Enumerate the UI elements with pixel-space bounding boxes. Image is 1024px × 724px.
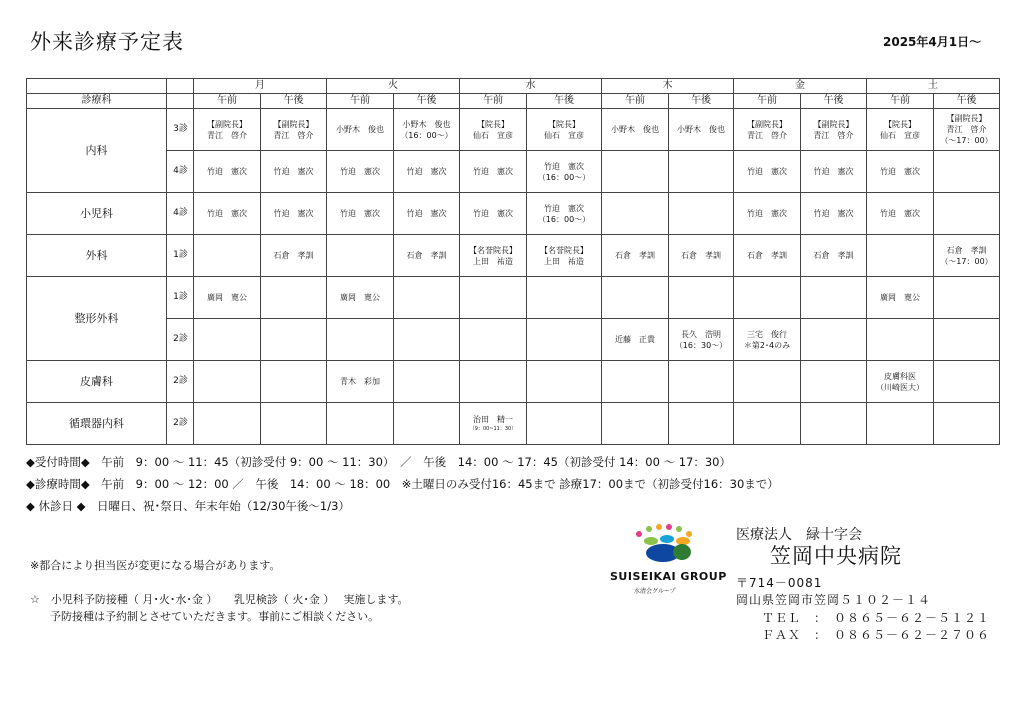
doctor-cell — [669, 235, 734, 277]
day-header-row — [27, 79, 1000, 94]
doctor-cell — [669, 151, 734, 193]
doctor-cell — [394, 403, 460, 445]
doctor-cell — [327, 277, 394, 319]
doctor-cell — [327, 361, 394, 403]
doctor-cell — [394, 109, 460, 151]
room-cell: 2診 — [167, 403, 194, 445]
logo-dot — [686, 531, 692, 537]
doctor-cell — [602, 109, 669, 151]
doctor-cell — [867, 193, 934, 235]
doctor-cell — [194, 235, 261, 277]
logo-dot — [666, 524, 672, 530]
doctor-line: 石倉 孝訓 — [273, 251, 314, 260]
doctor-cell — [194, 193, 261, 235]
logo-dot — [676, 537, 690, 545]
doctor-cell — [460, 235, 527, 277]
doctor-cell — [394, 319, 460, 361]
doctor-line: 【副院長】 — [813, 119, 854, 129]
doctor-line: 石倉 孝訓 — [406, 251, 447, 260]
doctor-cell — [867, 403, 934, 445]
doctor-line: 竹迫 憲次 — [813, 209, 854, 218]
schedule-row — [27, 361, 1000, 403]
doctor-cell — [527, 109, 602, 151]
room-cell: 4診 — [167, 193, 194, 235]
doctor-cell — [934, 151, 1000, 193]
doctor-line: 竹迫 憲次 — [747, 209, 787, 218]
doctor-line: 青江 啓介 — [946, 125, 987, 134]
doctor-cell — [934, 235, 1000, 277]
doctor-line: 竹迫 憲次 — [207, 167, 247, 176]
address: 岡山県笠岡市笠岡５１０２－１４ — [736, 593, 932, 607]
doctor-line: 上田 祐造 — [473, 256, 513, 266]
doctor-line: 仙石 宣彦 — [880, 130, 920, 140]
doctor-line: 竹迫 憲次 — [406, 209, 447, 218]
doctor-cell — [194, 151, 261, 193]
doctor-cell — [261, 235, 327, 277]
doctor-cell — [194, 403, 261, 445]
logo-dot — [673, 544, 691, 560]
doctor-line: 石倉 孝訓 — [681, 251, 721, 260]
doctor-line: （16：00～） — [537, 172, 591, 182]
doctor-line: 小野木 俊也 — [336, 125, 384, 134]
session-header-row — [27, 94, 1000, 109]
doctor-cell — [527, 361, 602, 403]
doctor-cell — [602, 151, 669, 193]
am-header: 午前 — [734, 94, 801, 109]
doctor-cell — [460, 151, 527, 193]
reception-hours: ◆受付時間◆ 午前 9：00 ～ 11：45（初診受付 9：00 ～ 11：30） ／ 午後 14：00 ～ 17：45（初診受付 14：00 ～ 17：30） — [26, 455, 731, 469]
doctor-cell — [194, 109, 261, 151]
doctor-cell — [867, 109, 934, 151]
pm-header: 午後 — [934, 94, 1000, 109]
consultation-hours: ◆診療時間◆ 午前 9：00 ～ 12：00 ／ 午後 14：00 ～ 18：00 ※土曜日のみ受付16：45まで 診療17：00まで（初診受付16：30まで） — [26, 477, 779, 491]
doctor-cell — [867, 319, 934, 361]
doctor-line: 【副院長】 — [273, 119, 314, 129]
schedule-row — [27, 193, 1000, 235]
doctor-line: 廣岡 寛公 — [880, 293, 920, 302]
doctor-cell — [527, 235, 602, 277]
doctor-line: 竹迫 憲次 — [207, 209, 247, 218]
doctor-cell — [460, 403, 527, 445]
doctor-line: 青江 啓介 — [273, 130, 314, 140]
dept-cell: 整形外科 — [27, 277, 167, 361]
dept-cell: 循環器内科 — [27, 403, 167, 445]
doctor-cell — [460, 319, 527, 361]
doctor-cell — [261, 361, 327, 403]
doctor-cell — [801, 319, 867, 361]
doctor-cell — [602, 361, 669, 403]
doctor-cell — [669, 361, 734, 403]
dept-cell: 外科 — [27, 235, 167, 277]
schedule-row — [27, 319, 1000, 361]
schedule-row — [27, 277, 1000, 319]
doctor-line: 小野木 俊也 — [677, 125, 725, 134]
pm-header: 午後 — [801, 94, 867, 109]
doctor-cell — [460, 193, 527, 235]
doctor-line: 【副院長】 — [747, 119, 787, 129]
doctor-line: ＊第2･4のみ — [743, 340, 791, 350]
doctor-cell — [934, 109, 1000, 151]
room-cell: 4診 — [167, 151, 194, 193]
doctor-cell — [934, 193, 1000, 235]
group-name: SUISEIKAI GROUP — [610, 570, 727, 583]
doctor-line: （川崎医大） — [876, 382, 924, 392]
doctor-line: 竹迫 憲次 — [747, 167, 787, 176]
doctor-cell — [801, 361, 867, 403]
holidays: ◆ 休診日 ◆ 日曜日、祝･祭日、年末年始（12/30午後～1/3） — [26, 499, 350, 513]
dept-cell: 内科 — [27, 109, 167, 193]
room-cell: 2診 — [167, 319, 194, 361]
pm-header: 午後 — [394, 94, 460, 109]
doctor-line: 青江 啓介 — [813, 130, 854, 140]
doctor-line: 小野木 俊也 — [402, 119, 451, 129]
doctor-cell — [602, 235, 669, 277]
doctor-cell — [734, 361, 801, 403]
day-header: 月 — [194, 79, 327, 94]
doctor-line: （～17：00） — [940, 256, 993, 266]
doctor-cell — [394, 277, 460, 319]
doctor-cell — [460, 277, 527, 319]
doctor-cell — [669, 319, 734, 361]
day-header: 水 — [460, 79, 602, 94]
doctor-cell — [669, 277, 734, 319]
doctor-line: 竹迫 憲次 — [473, 209, 513, 218]
doctor-line: 三宅 俊行 — [747, 329, 787, 339]
doctor-cell — [801, 403, 867, 445]
doctor-cell — [867, 151, 934, 193]
doctor-cell — [934, 403, 1000, 445]
logo-dot — [676, 526, 682, 532]
doctor-cell — [801, 277, 867, 319]
doctor-cell — [327, 151, 394, 193]
doctor-cell — [327, 403, 394, 445]
doctor-line: 竹迫 憲次 — [406, 167, 447, 176]
corporation-name: 医療法人 緑十字会 — [736, 527, 862, 543]
doctor-cell — [734, 403, 801, 445]
doctor-line: （～17：00） — [940, 136, 993, 145]
doctor-line: （9：00~11：30） — [469, 426, 517, 432]
doctor-cell — [327, 235, 394, 277]
doctor-cell — [194, 319, 261, 361]
doctor-line: 竹迫 憲次 — [813, 167, 854, 176]
doctor-cell — [527, 193, 602, 235]
day-header: 金 — [734, 79, 867, 94]
doctor-line: 治田 精一 — [473, 415, 513, 424]
logo-dot — [644, 537, 658, 545]
doctor-cell — [261, 277, 327, 319]
doctor-line: 【名誉院長】 — [469, 245, 517, 255]
doctor-cell — [669, 193, 734, 235]
doctor-cell — [527, 403, 602, 445]
doctor-cell — [261, 151, 327, 193]
logo-dot — [636, 531, 642, 537]
day-header: 土 — [867, 79, 1000, 94]
doctor-line: 上田 祐造 — [544, 256, 584, 266]
doctor-cell — [669, 403, 734, 445]
room-cell: 1診 — [167, 235, 194, 277]
schedule-table — [26, 78, 1000, 445]
doctor-line: 廣岡 寛公 — [340, 293, 380, 302]
doctor-cell — [867, 277, 934, 319]
dept-cell: 皮膚科 — [27, 361, 167, 403]
doctor-cell — [734, 235, 801, 277]
doctor-cell — [734, 109, 801, 151]
header-blank — [27, 79, 167, 94]
am-header: 午前 — [194, 94, 261, 109]
doctor-line: 竹迫 憲次 — [473, 167, 513, 176]
pm-header: 午後 — [669, 94, 734, 109]
day-header: 木 — [602, 79, 734, 94]
room-cell: 3診 — [167, 109, 194, 151]
room-cell: 2診 — [167, 361, 194, 403]
doctor-line: 【院長】 — [884, 119, 916, 129]
doctor-line: 竹迫 憲次 — [273, 167, 314, 176]
group-name-jp: 水清会グループ — [634, 588, 676, 595]
doctor-cell — [602, 319, 669, 361]
doctor-line: 竹迫 憲次 — [544, 161, 584, 171]
doctor-cell — [527, 151, 602, 193]
doctor-change-note: ※都合により担当医が変更になる場合があります。 — [30, 559, 281, 572]
doctor-cell — [194, 361, 261, 403]
doctor-cell — [327, 319, 394, 361]
doctor-line: 【院長】 — [477, 119, 509, 129]
doctor-cell — [394, 151, 460, 193]
doctor-cell — [602, 403, 669, 445]
doctor-line: 【副院長】 — [207, 119, 247, 129]
doctor-line: 竹迫 憲次 — [340, 209, 380, 218]
doctor-line: 長久 浩明 — [681, 329, 721, 339]
am-header: 午前 — [602, 94, 669, 109]
doctor-cell — [460, 361, 527, 403]
vaccination-reservation-note: 予防接種は予約制とさせていただきます。事前にご相談ください。 — [50, 610, 380, 623]
doctor-cell — [734, 319, 801, 361]
doctor-line: （16：00～） — [400, 130, 453, 140]
schedule-row — [27, 109, 1000, 151]
schedule-row — [27, 403, 1000, 445]
doctor-line: （16：30～） — [674, 340, 728, 350]
doctor-line: （16：00～） — [537, 214, 591, 224]
doctor-cell — [394, 193, 460, 235]
doctor-cell — [602, 193, 669, 235]
day-header: 火 — [327, 79, 460, 94]
doctor-line: 青江 啓介 — [747, 130, 787, 140]
doctor-cell — [261, 319, 327, 361]
effective-date: 2025年4月1日～ — [883, 35, 982, 49]
header-blank — [167, 79, 194, 94]
dept-header: 診療科 — [27, 94, 167, 109]
doctor-cell — [327, 193, 394, 235]
vaccination-note: ☆ 小児科予防接種（ 月･火･水･金 ） 乳児検診（ 火･金 ） 実施します。 — [30, 593, 409, 606]
doctor-line: 【副院長】 — [946, 114, 987, 123]
doctor-cell — [801, 109, 867, 151]
doctor-line: 小野木 俊也 — [611, 125, 659, 134]
hospital-name: 笠岡中央病院 — [770, 544, 902, 568]
doctor-cell — [867, 235, 934, 277]
logo-dot — [646, 526, 652, 532]
doctor-cell — [527, 277, 602, 319]
doctor-line: 竹迫 憲次 — [880, 209, 920, 218]
doctor-line: 竹迫 憲次 — [544, 203, 584, 213]
doctor-line: 【名誉院長】 — [540, 245, 588, 255]
doctor-cell — [867, 361, 934, 403]
doctor-line: 近藤 正貴 — [615, 335, 655, 344]
doctor-cell — [261, 109, 327, 151]
doctor-line: 皮膚科医 — [884, 371, 916, 381]
doctor-cell — [261, 193, 327, 235]
page-title: 外来診療予定表 — [30, 30, 184, 54]
doctor-cell — [394, 361, 460, 403]
doctor-line: 青木 彩加 — [340, 377, 380, 386]
doctor-cell — [602, 277, 669, 319]
doctor-cell — [194, 277, 261, 319]
am-header: 午前 — [327, 94, 394, 109]
doctor-line: 石倉 孝訓 — [747, 251, 787, 260]
postal-code: 〒714－0081 — [736, 576, 823, 590]
doctor-line: 石倉 孝訓 — [813, 251, 854, 260]
doctor-line: 竹迫 憲次 — [340, 167, 380, 176]
doctor-cell — [801, 151, 867, 193]
doctor-line: 石倉 孝訓 — [946, 245, 987, 255]
doctor-cell — [734, 151, 801, 193]
doctor-cell — [394, 235, 460, 277]
doctor-line: 仙石 宣彦 — [544, 130, 584, 140]
suiseikai-logo-icon — [625, 524, 709, 564]
schedule-row — [27, 151, 1000, 193]
doctor-cell — [527, 319, 602, 361]
doctor-line: 【院長】 — [548, 119, 580, 129]
am-header: 午前 — [867, 94, 934, 109]
doctor-cell — [734, 277, 801, 319]
room-cell: 1診 — [167, 277, 194, 319]
fax: ＦＡＸ ： ０８６５－６２－２７０６ — [762, 628, 991, 642]
logo-dot — [656, 524, 662, 530]
logo-dot — [660, 535, 674, 543]
doctor-line: 石倉 孝訓 — [615, 251, 655, 260]
header-blank — [167, 94, 194, 109]
doctor-line: 竹迫 憲次 — [273, 209, 314, 218]
doctor-line: 竹迫 憲次 — [880, 167, 920, 176]
doctor-cell — [327, 109, 394, 151]
schedule-row — [27, 235, 1000, 277]
doctor-cell — [460, 109, 527, 151]
dept-cell: 小児科 — [27, 193, 167, 235]
doctor-cell — [934, 361, 1000, 403]
doctor-line: 青江 啓介 — [207, 130, 247, 140]
pm-header: 午後 — [261, 94, 327, 109]
tel: ＴＥＬ ： ０８６５－６２－５１２１ — [762, 611, 991, 625]
doctor-cell — [734, 193, 801, 235]
doctor-cell — [934, 277, 1000, 319]
doctor-cell — [669, 109, 734, 151]
doctor-cell — [801, 193, 867, 235]
doctor-cell — [261, 403, 327, 445]
doctor-line: 仙石 宣彦 — [473, 130, 513, 140]
doctor-cell — [934, 319, 1000, 361]
doctor-line: 廣岡 寛公 — [207, 293, 247, 302]
pm-header: 午後 — [527, 94, 602, 109]
am-header: 午前 — [460, 94, 527, 109]
doctor-cell — [801, 235, 867, 277]
